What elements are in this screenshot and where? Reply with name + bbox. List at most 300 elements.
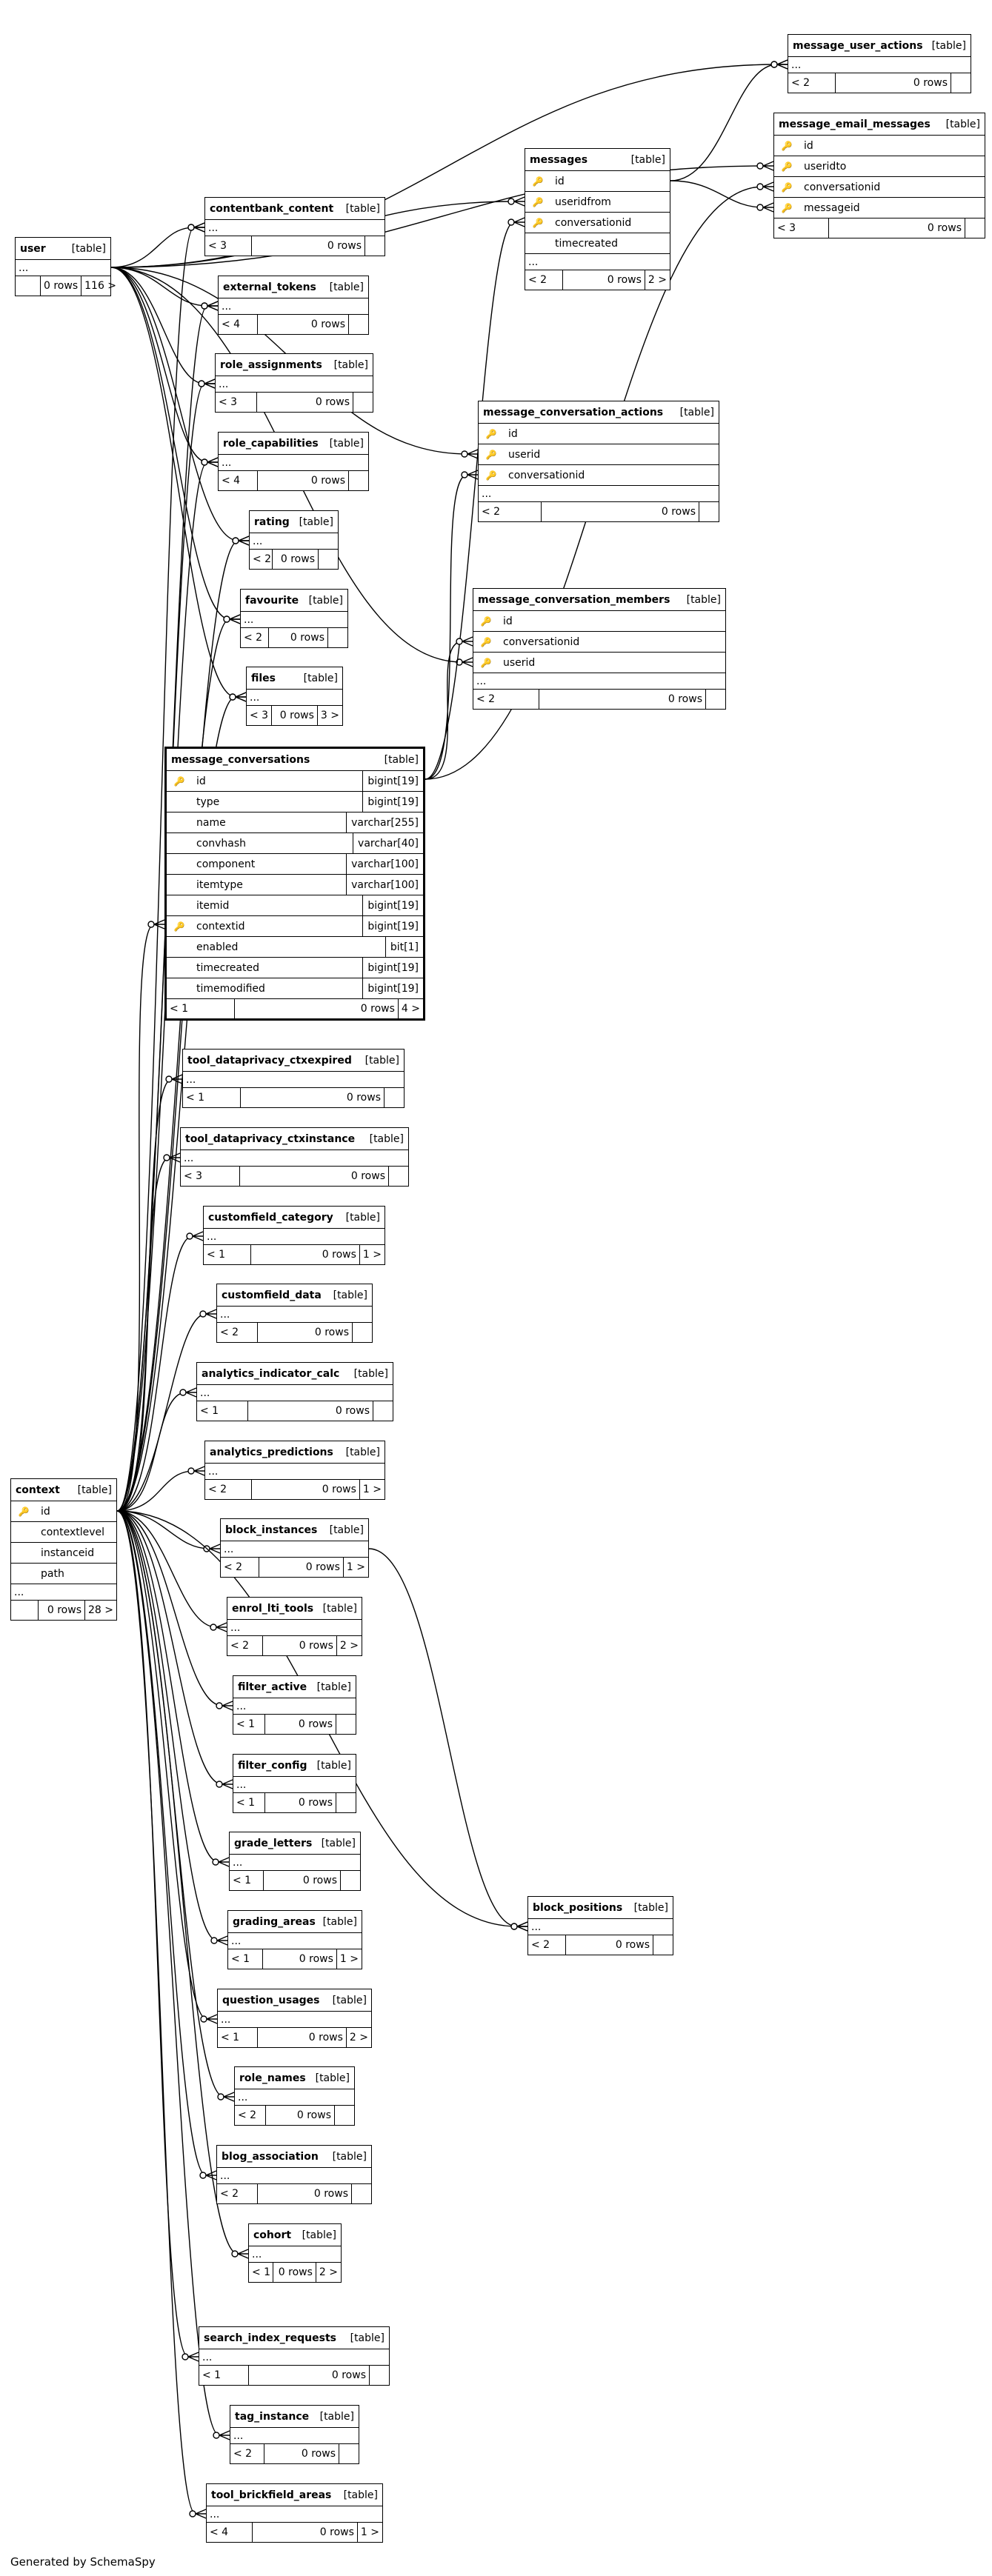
- column-row[interactable]: [479, 444, 719, 465]
- table-type: [table]: [369, 1132, 404, 1145]
- column-type: bigint[19]: [362, 771, 423, 791]
- table-type: [table]: [329, 281, 364, 293]
- column-row[interactable]: [525, 233, 670, 254]
- more-columns[interactable]: ...: [199, 2349, 389, 2366]
- column-row[interactable]: [473, 653, 725, 673]
- column-row[interactable]: [167, 937, 423, 958]
- table-name[interactable]: blog_association: [222, 2150, 319, 2163]
- table-footer: [233, 1715, 356, 1734]
- more-columns[interactable]: ...: [216, 376, 373, 393]
- table-header: [473, 589, 725, 611]
- optional-marker: [216, 1781, 222, 1787]
- parents-count[interactable]: < 1: [199, 2366, 249, 2385]
- table-block-positions[interactable]: [527, 1896, 673, 1955]
- table-question-usages[interactable]: [217, 1989, 372, 2048]
- more-columns[interactable]: ...: [249, 2246, 341, 2263]
- table-analytics-predictions[interactable]: [204, 1441, 385, 1500]
- row-count: 0 rows: [829, 218, 965, 238]
- column-name: itemtype: [196, 878, 243, 891]
- parents-count[interactable]: < 1: [197, 1401, 248, 1421]
- crows-foot-marker: [207, 2015, 217, 2023]
- more-columns[interactable]: ...: [230, 1855, 360, 1871]
- foreign-key-icon: 🔑: [532, 196, 544, 207]
- column-row[interactable]: [167, 978, 423, 999]
- table-footer: [216, 393, 373, 412]
- table-name[interactable]: files: [251, 672, 276, 684]
- children-count[interactable]: [365, 236, 385, 256]
- table-footer: [228, 1949, 362, 1969]
- optional-marker: [210, 1624, 216, 1630]
- table-role-capabilities[interactable]: [218, 432, 369, 491]
- table-name[interactable]: message_conversation_members: [478, 593, 670, 606]
- table-type: [table]: [345, 1446, 380, 1458]
- more-columns[interactable]: ...: [205, 220, 385, 236]
- table-header: [479, 401, 719, 424]
- more-columns[interactable]: ...: [233, 1777, 356, 1793]
- table-name[interactable]: user: [20, 242, 46, 255]
- column-row[interactable]: [167, 875, 423, 895]
- more-columns[interactable]: ...: [788, 57, 971, 73]
- column-type: bigint[19]: [362, 792, 423, 812]
- table-name[interactable]: role_names: [239, 2072, 306, 2084]
- table-name[interactable]: question_usages: [222, 1994, 320, 2006]
- parents-count[interactable]: < 4: [207, 2523, 253, 2542]
- more-columns[interactable]: ...: [525, 254, 670, 270]
- children-count[interactable]: [373, 1401, 393, 1421]
- table-analytics-indicator-calc[interactable]: [196, 1362, 393, 1421]
- children-count[interactable]: [353, 393, 373, 412]
- children-count[interactable]: 2 >: [349, 2032, 368, 2043]
- children-count[interactable]: 1 >: [346, 1561, 365, 1573]
- table-type: [table]: [332, 2150, 367, 2163]
- column-row[interactable]: [774, 136, 985, 156]
- more-columns[interactable]: ...: [227, 1620, 362, 1636]
- table-name[interactable]: tag_instance: [235, 2410, 310, 2423]
- column-row[interactable]: [11, 1501, 116, 1522]
- table-name[interactable]: message_conversations: [171, 753, 310, 766]
- table-header: [230, 1832, 360, 1855]
- parents-count[interactable]: < 4: [219, 471, 258, 490]
- table-name[interactable]: tool_dataprivacy_ctxexpired: [187, 1054, 352, 1067]
- table-tag-instance[interactable]: [230, 2405, 359, 2464]
- table-name[interactable]: cohort: [253, 2229, 292, 2241]
- table-filter-config[interactable]: [233, 1754, 356, 1813]
- more-columns[interactable]: ...: [207, 2506, 382, 2523]
- table-footer: [197, 1401, 393, 1421]
- more-columns[interactable]: ...: [473, 673, 725, 690]
- children-count[interactable]: 2 >: [648, 274, 667, 286]
- parents-count[interactable]: < 1: [218, 2028, 258, 2047]
- table-context[interactable]: [10, 1478, 117, 1621]
- table-files[interactable]: [246, 667, 343, 726]
- children-count[interactable]: 1 >: [360, 2526, 379, 2538]
- children-count[interactable]: 116 >: [84, 280, 117, 292]
- foreign-key-icon: 🔑: [781, 181, 793, 193]
- table-grading-areas[interactable]: [227, 1910, 362, 1969]
- crows-foot-marker: [216, 1623, 227, 1632]
- parents-count[interactable]: < 1: [249, 2263, 273, 2282]
- more-columns[interactable]: ...: [219, 298, 368, 315]
- more-columns[interactable]: ...: [11, 1584, 116, 1601]
- parents-count[interactable]: < 1: [183, 1088, 241, 1107]
- children-count[interactable]: 4 >: [401, 1003, 420, 1015]
- more-columns[interactable]: ...: [218, 2012, 371, 2028]
- column-row[interactable]: [11, 1564, 116, 1584]
- table-tool-dataprivacy-ctxexpired[interactable]: [182, 1049, 405, 1108]
- children-count[interactable]: 1 >: [339, 1953, 359, 1965]
- table-message-conversation-actions[interactable]: [478, 401, 719, 522]
- children-count[interactable]: [336, 1793, 356, 1812]
- table-header: [528, 1897, 673, 1919]
- table-name[interactable]: message_conversation_actions: [483, 406, 664, 418]
- table-message-user-actions[interactable]: [788, 34, 971, 93]
- table-header: [216, 354, 373, 376]
- edge-context-grading_areas: [117, 1511, 217, 1941]
- column-row[interactable]: [167, 958, 423, 978]
- table-message-conversations[interactable]: [164, 747, 425, 1021]
- primary-key-icon: 🔑: [781, 140, 793, 151]
- optional-marker: [456, 638, 462, 644]
- table-header: [250, 511, 338, 533]
- table-type: [table]: [633, 1901, 668, 1914]
- table-name[interactable]: message_email_messages: [779, 118, 931, 130]
- table-header: [235, 2067, 354, 2089]
- parents-count[interactable]: < 2: [479, 502, 542, 521]
- table-name[interactable]: message_user_actions: [793, 39, 923, 52]
- parents-count[interactable]: < 2: [217, 1323, 258, 1342]
- table-type: [table]: [679, 406, 714, 418]
- parents-count[interactable]: [11, 1601, 39, 1620]
- edge-messages-mem: [670, 181, 763, 207]
- children-count[interactable]: [389, 1167, 408, 1186]
- parents-count[interactable]: < 1: [230, 1871, 264, 1890]
- table-footer: [204, 1245, 385, 1264]
- crows-foot-marker: [222, 1701, 233, 1710]
- column-row[interactable]: [774, 156, 985, 177]
- edge-context-tag_instance: [117, 1511, 219, 2435]
- more-columns[interactable]: ...: [479, 486, 719, 502]
- more-columns[interactable]: ...: [228, 1933, 362, 1949]
- table-grade-letters[interactable]: [229, 1832, 361, 1891]
- table-name[interactable]: customfield_data: [222, 1289, 322, 1301]
- column-row[interactable]: [167, 792, 423, 812]
- table-type: [table]: [321, 1837, 356, 1849]
- parents-count[interactable]: < 2: [528, 1935, 566, 1955]
- edge-context-tool_brickfield_areas: [117, 1511, 196, 2514]
- children-count[interactable]: [341, 1871, 360, 1890]
- row-count: 0 rows: [265, 1715, 336, 1734]
- table-message-conversation-members[interactable]: [473, 588, 726, 710]
- more-columns[interactable]: ...: [217, 2168, 371, 2184]
- table-name[interactable]: context: [16, 1484, 60, 1496]
- foreign-key-icon: 🔑: [485, 449, 497, 460]
- table-name[interactable]: customfield_category: [208, 1211, 333, 1224]
- more-columns[interactable]: ...: [16, 260, 110, 276]
- table-header: [228, 1911, 362, 1933]
- table-footer: [235, 2106, 354, 2125]
- children-count[interactable]: [349, 471, 368, 490]
- table-blog-association[interactable]: [216, 2145, 372, 2204]
- table-header: [217, 1284, 372, 1307]
- primary-key-icon: 🔑: [18, 1506, 30, 1517]
- children-count[interactable]: [385, 1088, 404, 1107]
- table-type: [table]: [945, 118, 980, 130]
- children-count[interactable]: [336, 1715, 356, 1734]
- table-header: [233, 1676, 356, 1698]
- parents-count[interactable]: < 1: [204, 1245, 251, 1264]
- column-row[interactable]: [167, 854, 423, 875]
- table-name[interactable]: analytics_indicator_calc: [202, 1367, 340, 1380]
- table-filter-active[interactable]: [233, 1675, 356, 1735]
- table-header: [788, 35, 971, 57]
- children-count[interactable]: [706, 690, 725, 709]
- table-user[interactable]: [15, 237, 117, 296]
- table-name[interactable]: grading_areas: [233, 1915, 316, 1928]
- column-row[interactable]: [525, 171, 670, 192]
- parents-count[interactable]: < 2: [525, 270, 563, 290]
- children-count[interactable]: [328, 628, 347, 647]
- more-columns[interactable]: ...: [197, 1385, 393, 1401]
- parents-count[interactable]: < 4: [219, 315, 258, 334]
- table-cohort[interactable]: [248, 2223, 342, 2283]
- optional-marker: [202, 459, 207, 465]
- column-row[interactable]: [167, 812, 423, 833]
- optional-marker: [218, 2094, 224, 2100]
- children-count[interactable]: 1 >: [362, 1484, 382, 1495]
- table-name[interactable]: analytics_predictions: [210, 1446, 333, 1458]
- table-name[interactable]: block_instances: [225, 1524, 318, 1536]
- column-name: id: [503, 615, 513, 627]
- more-columns[interactable]: ...: [219, 455, 368, 471]
- parents-count[interactable]: < 2: [235, 2106, 266, 2125]
- table-footer: [247, 706, 342, 725]
- column-row[interactable]: [11, 1543, 116, 1564]
- table-enrol-lti-tools[interactable]: [227, 1597, 362, 1656]
- more-columns[interactable]: ...: [250, 533, 338, 550]
- table-footer: [167, 999, 423, 1018]
- table-header: [167, 749, 423, 771]
- table-footer: [479, 502, 719, 521]
- children-count[interactable]: [349, 315, 368, 334]
- more-columns[interactable]: ...: [217, 1307, 372, 1323]
- parents-count[interactable]: < 2: [788, 73, 836, 93]
- more-columns[interactable]: ...: [205, 1464, 385, 1480]
- optional-marker: [188, 224, 194, 230]
- row-count: 0 rows: [257, 393, 353, 412]
- parents-count[interactable]: < 2: [217, 2184, 258, 2203]
- children-count[interactable]: [653, 1935, 673, 1955]
- more-columns[interactable]: ...: [247, 690, 342, 706]
- column-row[interactable]: [473, 632, 725, 653]
- column-row[interactable]: [479, 465, 719, 486]
- parents-count[interactable]: < 2: [205, 1480, 252, 1499]
- column-type: bigint[19]: [362, 895, 423, 915]
- table-search-index-requests[interactable]: [199, 2326, 390, 2386]
- more-columns[interactable]: ...: [221, 1541, 368, 1558]
- children-count[interactable]: 28 >: [88, 1604, 113, 1616]
- parents-count[interactable]: < 1: [233, 1793, 265, 1812]
- table-role-assignments[interactable]: [215, 353, 373, 413]
- crows-foot-marker: [196, 2509, 206, 2518]
- column-name: id: [508, 427, 518, 440]
- parents-count[interactable]: < 1: [228, 1949, 263, 1969]
- row-count: 0 rows: [539, 690, 706, 709]
- parents-count[interactable]: < 2: [250, 550, 273, 569]
- more-columns[interactable]: ...: [235, 2089, 354, 2106]
- table-footer: [788, 73, 971, 93]
- children-count[interactable]: [370, 2366, 389, 2385]
- table-name[interactable]: favourite: [245, 594, 299, 607]
- row-count: 0 rows: [263, 1949, 337, 1969]
- parents-count[interactable]: < 2: [221, 1558, 259, 1577]
- children-count[interactable]: [319, 550, 338, 569]
- table-name[interactable]: rating: [254, 515, 290, 528]
- table-name[interactable]: messages: [530, 153, 588, 166]
- table-footer: [181, 1167, 408, 1186]
- column-row[interactable]: [774, 177, 985, 198]
- optional-marker: [200, 2172, 206, 2178]
- parents-count[interactable]: < 2: [241, 628, 269, 647]
- table-name[interactable]: filter_config: [238, 1759, 307, 1772]
- children-count[interactable]: [353, 1323, 372, 1342]
- column-row[interactable]: [774, 198, 985, 218]
- row-count: 0 rows: [241, 1088, 385, 1107]
- column-row[interactable]: [473, 611, 725, 632]
- column-row[interactable]: [525, 213, 670, 233]
- children-count[interactable]: 1 >: [362, 1249, 382, 1261]
- children-count[interactable]: [965, 218, 985, 238]
- column-row[interactable]: [167, 833, 423, 854]
- column-row[interactable]: [167, 895, 423, 916]
- crows-foot-marker: [230, 615, 240, 624]
- optional-marker: [508, 219, 514, 225]
- optional-marker: [148, 921, 154, 927]
- column-type: varchar[100]: [346, 875, 423, 895]
- crows-foot-marker: [186, 1388, 196, 1397]
- table-message-email-messages[interactable]: [773, 113, 985, 238]
- optional-marker: [508, 198, 514, 204]
- more-columns[interactable]: ...: [233, 1698, 356, 1715]
- table-type: [table]: [308, 594, 343, 607]
- parents-count[interactable]: < 3: [181, 1167, 240, 1186]
- table-role-names[interactable]: [234, 2066, 355, 2126]
- table-customfield-data[interactable]: [216, 1284, 373, 1343]
- table-type: [table]: [71, 242, 106, 255]
- crows-foot-marker: [777, 60, 788, 69]
- table-tool-dataprivacy-ctxinstance[interactable]: [180, 1127, 409, 1187]
- crows-foot-marker: [193, 1232, 203, 1241]
- column-name: timecreated: [196, 961, 259, 974]
- table-name[interactable]: role_assignments: [220, 358, 322, 371]
- table-favourite[interactable]: [240, 589, 348, 648]
- edge-bi-bp: [369, 1549, 517, 1926]
- parents-count[interactable]: < 1: [167, 999, 235, 1018]
- parents-count[interactable]: < 3: [205, 236, 252, 256]
- table-contentbank-content[interactable]: [204, 197, 385, 256]
- optional-marker: [224, 616, 230, 622]
- table-footer: [250, 550, 338, 569]
- children-count[interactable]: [699, 502, 719, 521]
- more-columns[interactable]: ...: [204, 1229, 385, 1245]
- table-name[interactable]: enrol_lti_tools: [232, 1602, 314, 1615]
- crows-foot-marker: [194, 223, 204, 232]
- parents-count[interactable]: [16, 276, 41, 296]
- row-count: 0 rows: [39, 1601, 85, 1620]
- table-rating[interactable]: [249, 510, 339, 570]
- more-columns[interactable]: ...: [241, 612, 347, 628]
- optional-marker: [182, 2354, 188, 2360]
- parents-count[interactable]: < 3: [247, 706, 272, 725]
- table-messages[interactable]: [525, 148, 670, 290]
- crows-foot-marker: [222, 1780, 233, 1789]
- table-name[interactable]: tool_dataprivacy_ctxinstance: [185, 1132, 356, 1145]
- column-row[interactable]: [167, 771, 423, 792]
- children-count[interactable]: 3 >: [320, 710, 339, 721]
- children-count[interactable]: [352, 2184, 371, 2203]
- parents-count[interactable]: < 3: [774, 218, 829, 238]
- column-row[interactable]: [11, 1522, 116, 1543]
- table-name[interactable]: tool_brickfield_areas: [211, 2489, 332, 2501]
- table-name[interactable]: contentbank_content: [210, 202, 334, 215]
- row-count: 0 rows: [252, 1480, 360, 1499]
- row-count: 0 rows: [264, 2444, 339, 2463]
- more-columns[interactable]: ...: [230, 2428, 359, 2444]
- table-type: [table]: [333, 1289, 367, 1301]
- children-count[interactable]: [951, 73, 971, 93]
- table-header: [205, 1441, 385, 1464]
- table-header: [11, 1479, 116, 1501]
- parents-count[interactable]: < 1: [233, 1715, 265, 1734]
- parents-count[interactable]: < 2: [473, 690, 539, 709]
- optional-marker: [511, 1923, 517, 1929]
- parents-count[interactable]: < 2: [227, 1636, 263, 1655]
- table-type: [table]: [686, 593, 721, 606]
- column-row[interactable]: [525, 192, 670, 213]
- more-columns[interactable]: ...: [183, 1072, 404, 1088]
- table-header: [230, 2406, 359, 2428]
- table-name[interactable]: grade_letters: [234, 1837, 313, 1849]
- row-count: 0 rows: [266, 2106, 335, 2125]
- table-external-tokens[interactable]: [218, 276, 369, 335]
- table-name[interactable]: search_index_requests: [204, 2332, 336, 2344]
- children-count[interactable]: [335, 2106, 354, 2125]
- row-count: 0 rows: [272, 706, 318, 725]
- table-name[interactable]: block_positions: [533, 1901, 623, 1914]
- parents-count[interactable]: < 3: [216, 393, 257, 412]
- edge-context-search_index_requests: [117, 1511, 188, 2357]
- table-type: [table]: [630, 153, 665, 166]
- column-row[interactable]: [167, 916, 423, 937]
- column-row[interactable]: [479, 424, 719, 444]
- table-customfield-category[interactable]: [203, 1206, 385, 1265]
- more-columns[interactable]: ...: [181, 1150, 408, 1167]
- table-name[interactable]: external_tokens: [223, 281, 316, 293]
- parents-count[interactable]: < 2: [230, 2444, 264, 2463]
- table-name[interactable]: role_capabilities: [223, 437, 319, 450]
- table-block-instances[interactable]: [220, 1518, 369, 1578]
- table-type: [table]: [931, 39, 966, 52]
- children-count[interactable]: 2 >: [339, 1640, 359, 1652]
- optional-marker: [771, 61, 777, 67]
- table-tool-brickfield-areas[interactable]: [206, 2483, 383, 2543]
- crows-foot-marker: [217, 1936, 227, 1945]
- foreign-key-icon: 🔑: [485, 470, 497, 481]
- optional-marker: [757, 184, 763, 190]
- more-columns[interactable]: ...: [528, 1919, 673, 1935]
- children-count[interactable]: [339, 2444, 359, 2463]
- children-count[interactable]: 2 >: [319, 2266, 338, 2278]
- table-name[interactable]: filter_active: [238, 1681, 307, 1693]
